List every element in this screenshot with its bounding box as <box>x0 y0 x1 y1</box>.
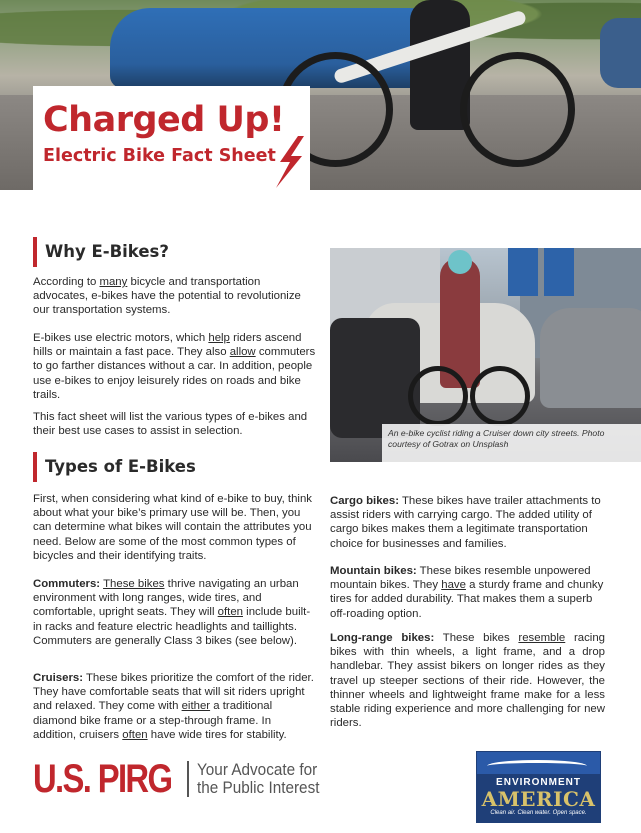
river-swoosh-icon <box>487 760 587 772</box>
link-allow[interactable]: allow <box>229 346 256 359</box>
us-pirg-logo <box>33 757 347 801</box>
link-help[interactable]: help <box>208 332 230 344</box>
hero-bike-wheel <box>460 52 575 167</box>
why-paragraph-1: According to many bicycle and transportation advocates, e-bikes have the potential to revolutionize our transportation systems. <box>33 276 301 317</box>
hero-parked-car <box>600 18 641 88</box>
types-intro: First, when considering what kind of e-bike to buy, think about what your bike’s primary use will be. Then, you can determine what bikes will contain the attributes you need. Below are some of the most common types of bicycles and their identifying traits. <box>33 493 312 562</box>
link-many[interactable]: many <box>99 276 128 288</box>
type-cruisers: Cruisers: These bikes prioritize the comfort of the rider. They have comfortable seats that will sit riders upright and relaxed. They come with either a traditional diamond bike frame or a step-through frame. In addition, cruisers often have wide tires for stability. <box>33 672 314 741</box>
link-have[interactable]: have <box>441 579 466 592</box>
page-title: Charged Up! <box>43 100 285 140</box>
link-often-2[interactable]: often <box>122 728 148 741</box>
type-commuters: Commuters: These bikes thrive navigating an urban environment with long ranges, wide tires, and comfortable, upright seats. They will often include built-in racks and feature electric headlights and taillights. Commuters are generally Class 3 bikes (see below). <box>33 578 311 647</box>
section-heading-types: Types of E-Bikes <box>33 452 303 482</box>
link-often[interactable]: often <box>217 606 243 619</box>
page-subtitle: Electric Bike Fact Sheet <box>43 146 276 166</box>
pirg-divider <box>187 761 189 797</box>
link-either[interactable]: either <box>181 700 211 713</box>
photo-caption: An e-bike cyclist riding a Cruiser down city streets. Photo courtesy of Gotrax on Unsplash <box>382 424 641 462</box>
type-long-range: Long-range bikes: These bikes resemble racing bikes with thin wheels, a light frame, and a drop handlebar. They assist bikers on longer rides as they travel up steeper sections of their ride. However, the thinner wheels and lightweight frame make for a less stable riding experience and more challenging for new riders. <box>330 632 605 730</box>
type-mountain: Mountain bikes: These bikes resemble unpowered mountain bikes. They have a sturdy frame and chunky tires for added durability. That makes them a superb off-roading option. <box>330 565 604 620</box>
lightning-bolt-icon <box>268 136 308 188</box>
pirg-tagline: Your Advocate for the Public Interest <box>197 760 320 797</box>
why-paragraph-3: This fact sheet will list the various types of e-bikes and their best use cases to assist in selection. <box>33 411 308 438</box>
link-resemble[interactable]: resemble <box>518 632 566 644</box>
section-heading-why: Why E-Bikes? <box>33 237 303 267</box>
why-paragraph-2: E-bikes use electric motors, which help riders ascend hills or maintain a fast pace. They also allow commuters to go farther distances without a car. In addition, people use e-bikes to enjoy leisurely rides on roads and bike trails. <box>33 332 316 401</box>
type-cargo: Cargo bikes: These bikes have trailer attachments to assist riders with carrying cargo. The added utility of cargo bikes makes them a legitimate transportation choice for businesses and families. <box>330 495 601 550</box>
link-these-bikes[interactable]: These bikes <box>103 578 165 590</box>
pirg-name: U.S. PIRG <box>33 756 172 801</box>
environment-america-logo: ENVIRONMENT AMERICA Clean air. Clean water. Open space. <box>476 751 601 823</box>
